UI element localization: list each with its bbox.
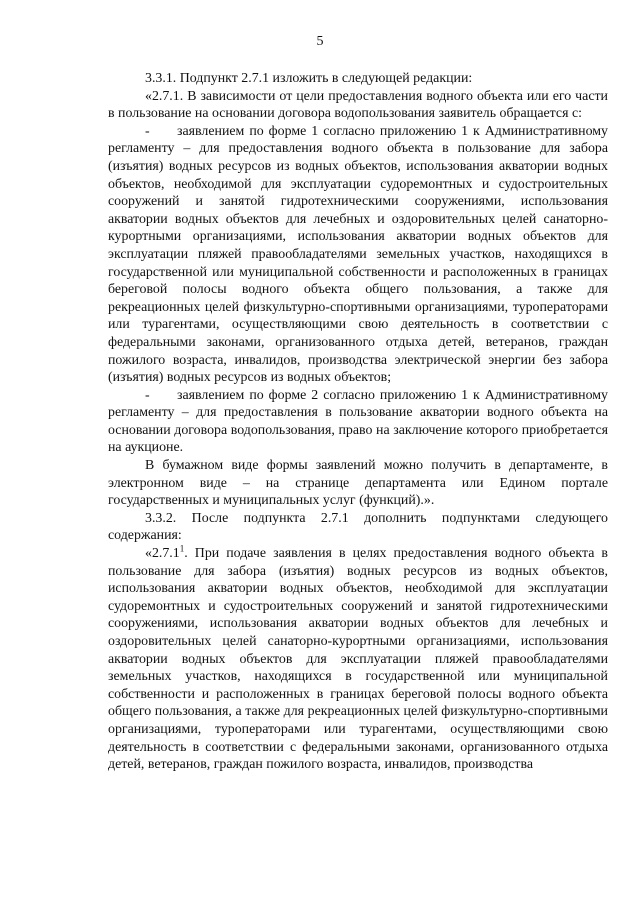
list-item-form-1 [108,123,608,387]
subpoint-text: При подаче заявления в целях предоставления водного объекта в пользование для забора (изъятия) водных ресурсов из водных объектов, использования акватории водных объектов, необходимой для эксплуатации судоремонтных и судостроительных сооружений и занятой гидротехническими сооружениями, использования акватории водных объектов для лечебных и оздоровительных целей санаторно-курортными организациями, использования акватории водных объектов для эксплуатации пляжей правообладателями земельных участков, находящихся в государственной или муниципальной собственности и расположенных в границах береговой полосы водного объекта общего пользования, а также для рекреационных целей физкультурно-спортивными организациями, туроператорами или турагентами, осуществляющими свою деятельность в соответствии с федеральными законами, организованного отдыха детей, ветеранов, граждан пожилого возраста, инвалидов, производства [108,546,608,773]
subpoint-dot: . [184,546,188,562]
document-body [108,70,608,774]
paragraph-3-3-1: 3.3.1. Подпункт 2.7.1 изложить в следующей редакции: [145,71,473,86]
subpoint-superscript: 1 [179,543,185,554]
page-number: 5 [316,34,324,49]
paragraph-3-3-2: 3.3.2. После подпункта 2.7.1 дополнить подпунктами следующего содержания: [108,510,608,544]
paragraph-2-7-1-1 [108,545,608,774]
list-item-text: заявлением по форме 1 согласно приложению 1 к Административному регламенту – для предоставления водного объекта в пользование для забора (изъятия) водных ресурсов из водных объектов, использования акватории водных объектов, необходимой для эксплуатации судоремонтных и судостроительных сооружений и занятой гидротехническими сооружениями, использования акватории водных объектов для лечебных и оздоровительных целей санаторно-курортными организациями, использования акватории водных объектов для эксплуатации пляжей правообладателями земельных участков, находящихся в государственной или муниципальной собственности и расположенных в границах береговой полосы водного объекта общего пользования, а также для рекреационных целей физкультурно-спортивными организациями, туроператорами или турагентами, осуществляющими свою деятельность в соответствии с федеральными законами, организованного отдыха детей, ветеранов, граждан пожилого возраста, инвалидов, производства электрической энергии без забора (изъятия) водных ресурсов из водных объектов; [108,123,608,386]
subpoint-number: «2.7.1 [145,546,180,562]
paragraph-2-7-1: «2.7.1. В зависимости от цели предоставления водного объекта или его части в пользование на основании договора водопользования заявитель обращается с: [108,88,608,122]
bullet-dash: - [145,123,150,139]
bullet-dash: - [145,387,150,403]
paragraph-forms-availability: В бумажном виде формы заявлений можно получить в департаменте, в электронном виде – на странице департамента или Едином портале государственных и муниципальных услуг (функций).». [108,458,608,509]
list-item-form-2 [108,387,608,457]
list-item-text: заявлением по форме 2 согласно приложению 1 к Административному регламенту – для предоставления в пользование акватории водного объекта на основании договора водопользования, право на заключение которого приобретается на аукционе. [108,387,608,456]
